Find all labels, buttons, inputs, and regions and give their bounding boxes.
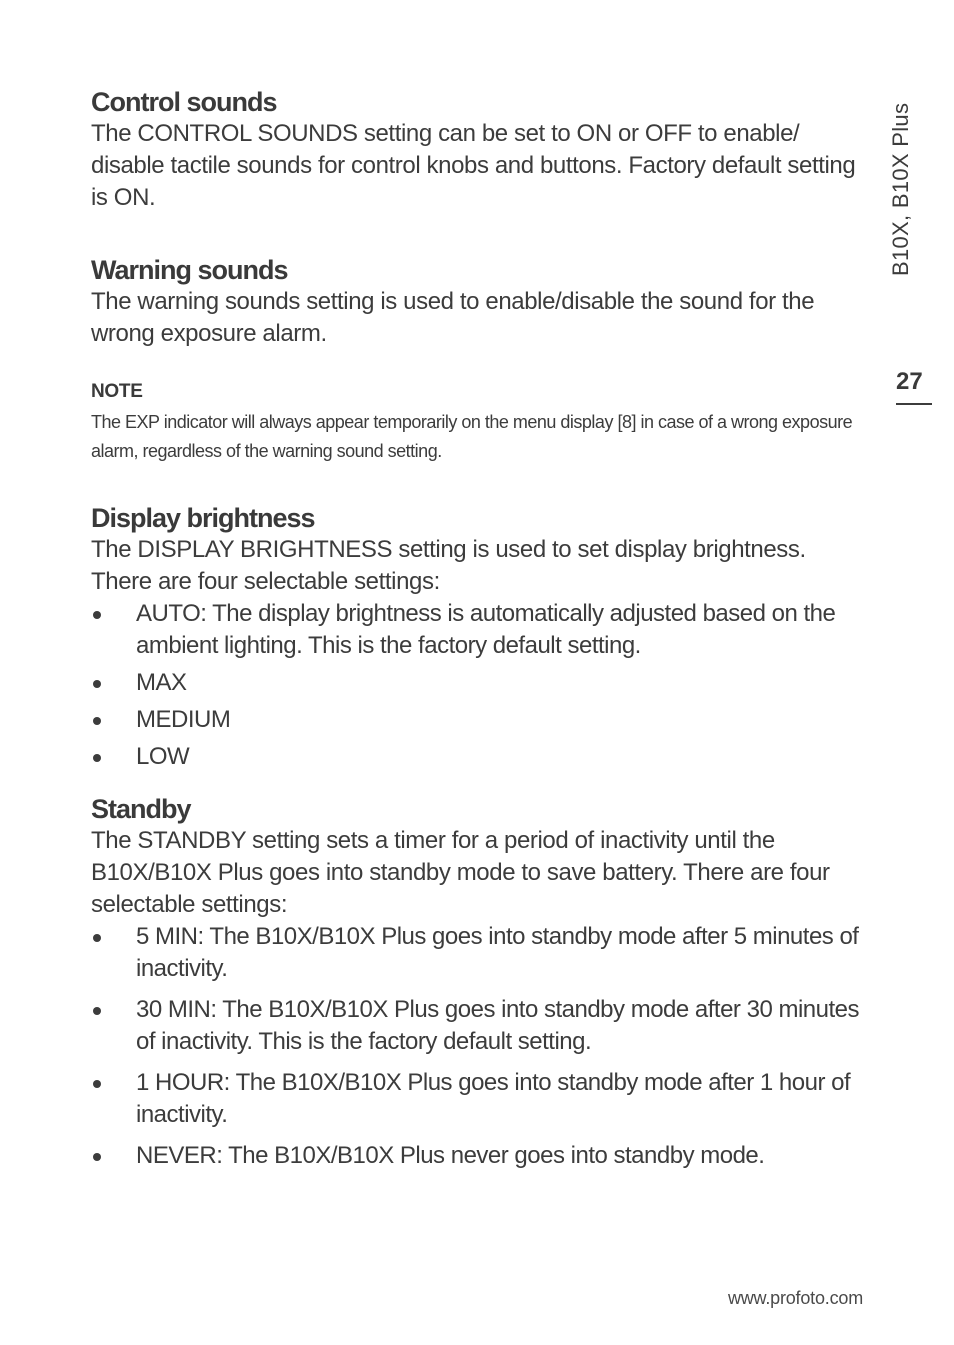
- product-title-vertical: B10X, B10X Plus: [888, 102, 913, 276]
- list-item: AUTO: The display brightness is automatically adjusted based on the ambient lighting. This is the factory default setting.: [91, 598, 867, 662]
- footer-url: www.profoto.com: [727, 1288, 863, 1308]
- list-item: MAX: [91, 667, 867, 699]
- list-item: 5 MIN: The B10X/B10X Plus goes into standby mode after 5 minutes of inactivity.: [91, 921, 867, 985]
- page-number-rule: [896, 403, 932, 405]
- section-heading: Standby: [91, 794, 191, 824]
- note-label: NOTE: [91, 381, 143, 402]
- section-body: The CONTROL SOUNDS setting can be set to ON or OFF to enable/ disable tactile sounds for control knobs and buttons. Factory default setting is ON.: [91, 120, 856, 211]
- bullet-list: [91, 598, 867, 773]
- section-heading: Display brightness: [91, 503, 315, 533]
- section-body: The DISPLAY BRIGHTNESS setting is used to set display brightness. There are four selectable settings:: [91, 536, 806, 595]
- note-box: [91, 380, 867, 466]
- section-control-sounds: [91, 86, 867, 214]
- page-number: 27: [896, 368, 923, 395]
- section-display-brightness: [91, 502, 867, 773]
- section-heading: Warning sounds: [91, 255, 288, 285]
- section-heading: Control sounds: [91, 87, 277, 117]
- section-body: The STANDBY setting sets a timer for a period of inactivity until the B10X/B10X Plus goes into standby mode to save battery. There are four selectable settings:: [91, 827, 830, 918]
- section-body: The warning sounds setting is used to enable/disable the sound for the wrong exposure alarm.: [91, 288, 815, 347]
- note-text: The EXP indicator will always appear temporarily on the menu display [8] in case of a wrong exposure alarm, regardless of the warning sound setting.: [91, 412, 853, 461]
- list-item: NEVER: The B10X/B10X Plus never goes into standby mode.: [91, 1140, 867, 1172]
- section-warning-sounds: [91, 254, 867, 466]
- list-item: MEDIUM: [91, 704, 867, 736]
- section-standby: [91, 793, 867, 1172]
- bullet-list: [91, 921, 867, 1172]
- list-item: 1 HOUR: The B10X/B10X Plus goes into standby mode after 1 hour of inactivity.: [91, 1067, 867, 1131]
- list-item: 30 MIN: The B10X/B10X Plus goes into standby mode after 30 minutes of inactivity. This is the factory default setting.: [91, 994, 867, 1058]
- list-item: LOW: [91, 741, 867, 773]
- page-content: [91, 86, 867, 1181]
